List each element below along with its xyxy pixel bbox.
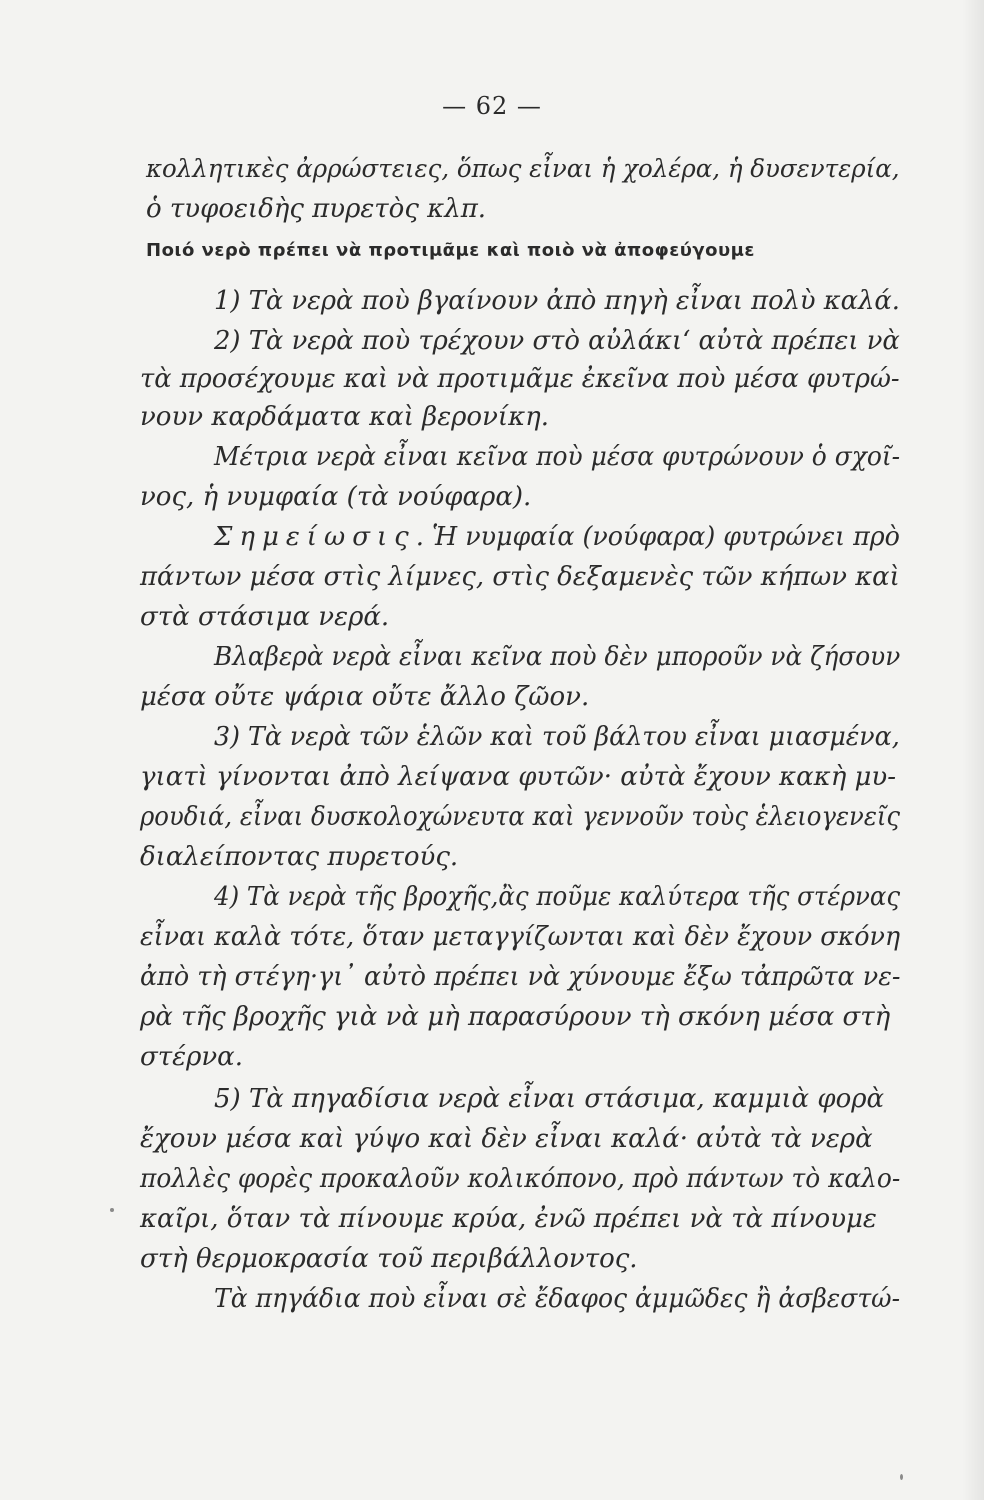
text-line-11: στὰ στάσιμα νερά. (140, 602, 390, 632)
text-line-16: ρουδιά, εἶναι δυσκολοχώνευτα καὶ γεννοῦν τοὺς ἑλειογενεῖς (140, 802, 901, 832)
text-line-13: μέσα οὔτε ψάρια οὔτε ἄλλο ζῶον. (140, 682, 590, 712)
text-line-9: Ἡ νυμφαία (νούφαρα) φυτρώνει πρὸ (432, 522, 900, 552)
ink-speck (110, 1208, 114, 1212)
section-heading: Ποιό νερὸ πρέπει νὰ προτιμᾶμε καὶ ποιὸ νὰ ἀποφεύγουμε (146, 240, 755, 261)
text-line-7: Μέτρια νερὰ εἶναι κεῖνα ποὺ μέσα φυτρώνουν ὁ σχοῖ- (214, 442, 901, 472)
text-line-24: ἔχουν μέσα καὶ γύψο καὶ δὲν εἶναι καλά· αὐτὰ τὰ νερὰ (140, 1124, 873, 1154)
text-line-2: ὁ τυφοειδὴς πυρετὸς κλπ. (146, 194, 487, 224)
note-label: Σημείωσις. (214, 522, 431, 552)
text-line-22: στέρνα. (140, 1042, 243, 1072)
text-line-5: τὰ προσέχουμε καὶ νὰ προτιμᾶμε ἐκεῖνα ποὺ μέσα φυτρώ- (140, 364, 900, 394)
text-line-28: Τὰ πηγάδια ποὺ εἶναι σὲ ἔδαφος ἀμμῶδες ἢ ἀσβεστώ- (214, 1284, 901, 1314)
text-line-27: στὴ θερμοκρασία τοῦ περιβάλλοντος. (140, 1244, 638, 1274)
text-line-1: κολλητικὲς ἀρρώστειες, ὅπως εἶναι ἡ χολέρα, ἡ δυσεντερία, (146, 154, 900, 183)
text-line-14: 3) Τὰ νερὰ τῶν ἑλῶν καὶ τοῦ βάλτου εἶναι μιασμένα, (214, 722, 900, 752)
text-line-15: γιατὶ γίνονται ἀπὸ λείψανα φυτῶν· αὐτὰ ἔχουν κακὴ μυ- (140, 762, 897, 792)
text-line-19: εἶναι καλὰ τότε, ὅταν μεταγγίζωνται καὶ δὲν ἔχουν σκόνη (140, 922, 901, 952)
text-line-6: νουν καρδάματα καὶ βερονίκη. (140, 402, 549, 432)
text-line-18: 4) Τὰ νερὰ τῆς βροχῆς,ἂς ποῦμε καλύτερα τῆς στέρνας (214, 882, 901, 912)
text-line-12: Βλαβερὰ νερὰ εἶναι κεῖνα ποὺ δὲν μποροῦν νὰ ζήσουν (214, 642, 901, 672)
page-number: — 62 — (442, 92, 542, 120)
text-line-4: 2) Τὰ νερὰ ποὺ τρέχουν στὸ αὐλάκι‘ αὐτὰ πρέπει νὰ (214, 326, 900, 356)
text-line-23: 5) Τὰ πηγαδίσια νερὰ εἶναι στάσιμα, καμμιὰ φορὰ (214, 1084, 885, 1114)
text-line-20: ἀπὸ τὴ στέγη·γι᾽ αὐτὸ πρέπει νὰ χύνουμε ἔξω τἀπρῶτα νε- (140, 962, 901, 992)
text-line-10: πάντων μέσα στὶς λίμνες, στὶς δεξαμενὲς τῶν κήπων καὶ (140, 562, 900, 592)
text-line-17: διαλείποντας πυρετούς. (140, 842, 459, 872)
text-line-8: νος, ἡ νυμφαία (τὰ νούφαρα). (140, 482, 532, 512)
text-line-21: ρὰ τῆς βροχῆς γιὰ νὰ μὴ παρασύρουν τὴ σκόνη μέσα στὴ (140, 1002, 891, 1032)
text-line-25: πολλὲς φορὲς προκαλοῦν κολικόπονο, πρὸ πάντων τὸ καλο- (140, 1164, 901, 1194)
ink-speck (900, 1474, 903, 1480)
text-line-3: 1) Τὰ νερὰ ποὺ βγαίνουν ἀπὸ πηγὴ εἶναι πολὺ καλά. (214, 286, 901, 316)
text-line-26: καῖρι, ὅταν τὰ πίνουμε κρύα, ἐνῶ πρέπει νὰ τὰ πίνουμε (140, 1204, 877, 1234)
page-edge-shadow (962, 0, 984, 1500)
